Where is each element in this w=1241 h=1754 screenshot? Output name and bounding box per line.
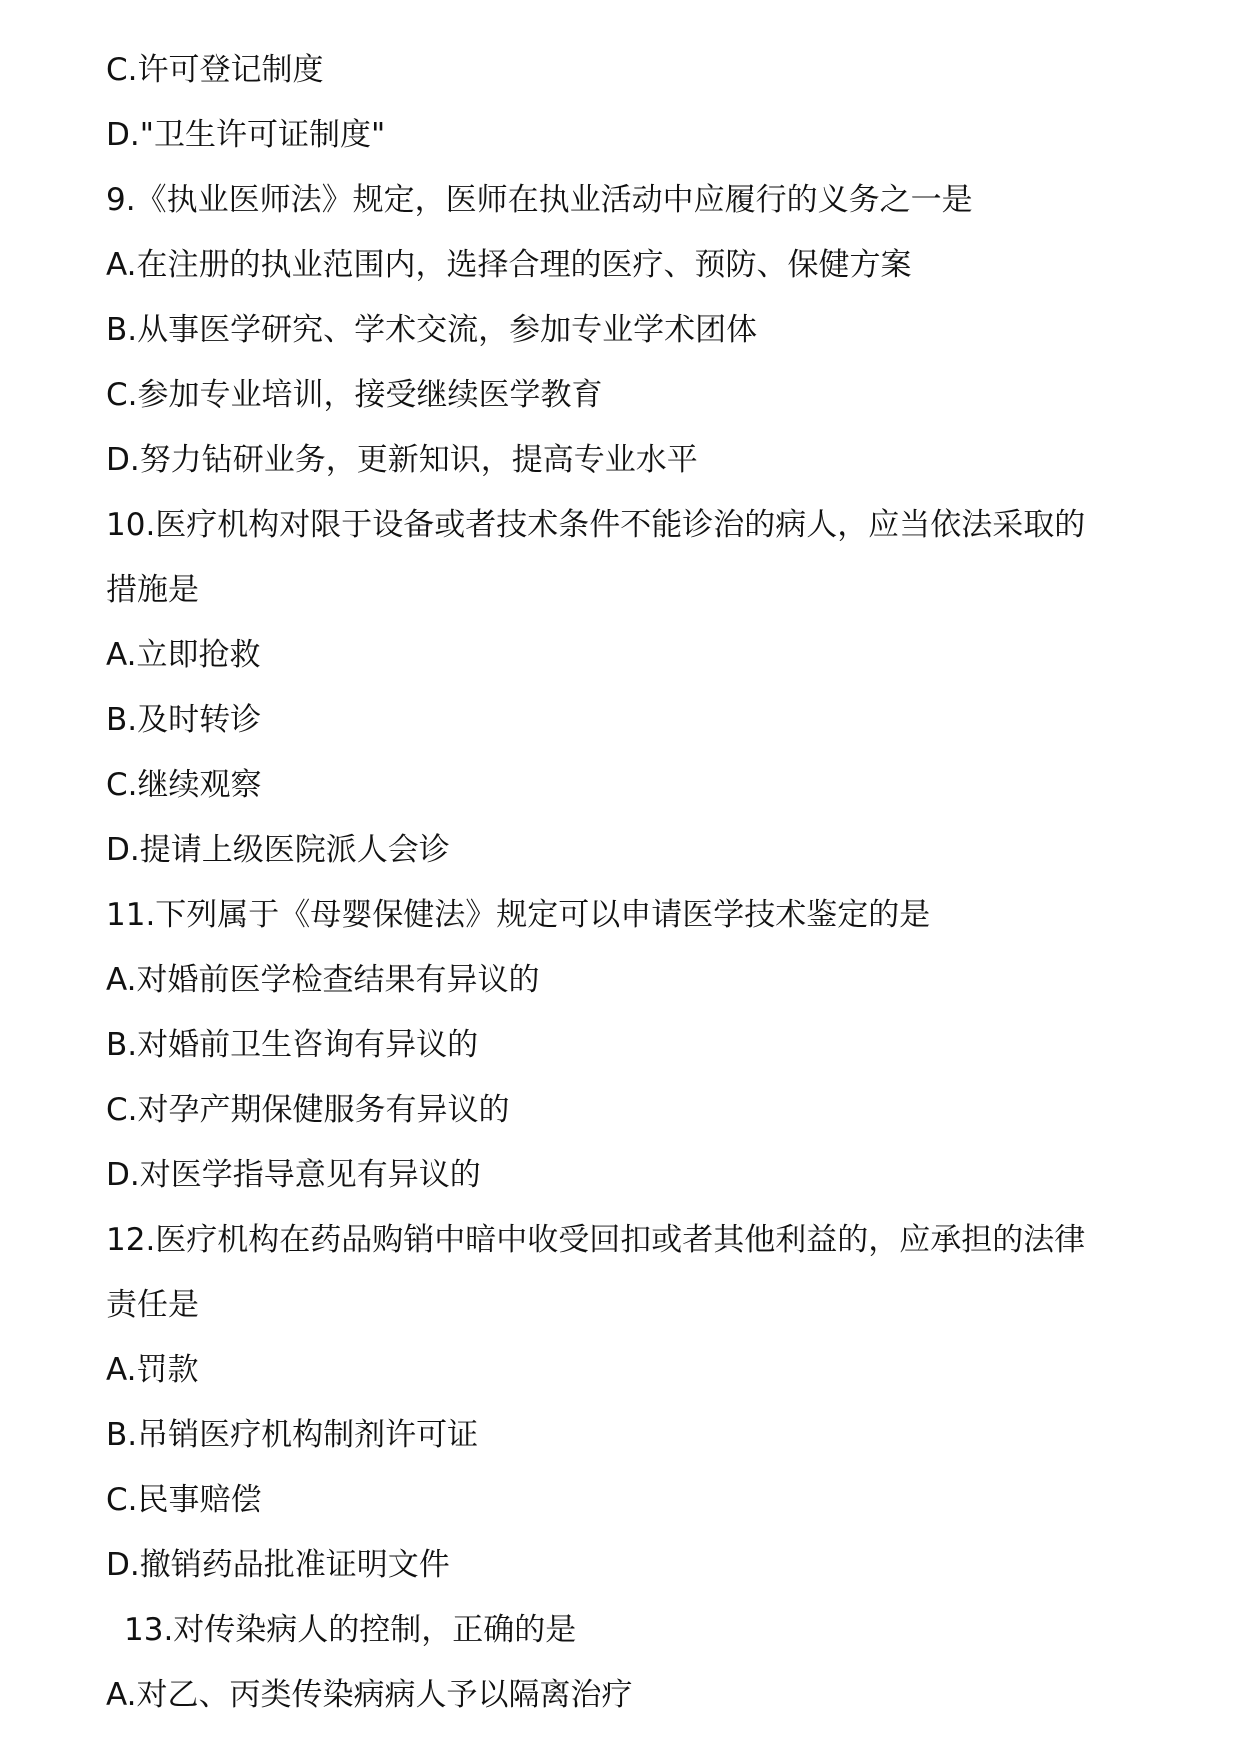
question-10-continued: 措施是 [106,572,199,608]
option-d-q9: D.努力钻研业务，更新知识，提高专业水平 [106,442,698,478]
option-c-q9: C.参加专业培训，接受继续医学教育 [106,377,603,413]
option-a-q9: A.在注册的执业范围内，选择合理的医疗、预防、保健方案 [106,247,912,283]
question-11: 11.下列属于《母婴保健法》规定可以申请医学技术鉴定的是 [106,897,931,933]
option-b-q10: B.及时转诊 [106,702,262,738]
document-body [106,38,1166,1728]
option-a-q10: A.立即抢救 [106,637,261,673]
option-b-q9: B.从事医学研究、学术交流，参加专业学术团体 [106,312,758,348]
question-12-continued: 责任是 [106,1287,199,1323]
question-13: 13.对传染病人的控制，正确的是 [124,1612,577,1648]
option-d-q10: D.提请上级医院派人会诊 [106,832,450,868]
option-d-q8: D."卫生许可证制度" [106,117,386,153]
option-a-q12: A.罚款 [106,1352,199,1388]
option-b-q11: B.对婚前卫生咨询有异议的 [106,1027,479,1063]
option-d-q12: D.撤销药品批准证明文件 [106,1547,450,1583]
option-c-q11: C.对孕产期保健服务有异议的 [106,1092,510,1128]
question-12: 12.医疗机构在药品购销中暗中收受回扣或者其他利益的，应承担的法律 [106,1222,1086,1258]
option-b-q12: B.吊销医疗机构制剂许可证 [106,1417,479,1453]
option-c-q12: C.民事赔偿 [106,1482,262,1518]
question-9: 9.《执业医师法》规定，医师在执业活动中应履行的义务之一是 [106,182,973,218]
option-d-q11: D.对医学指导意见有异议的 [106,1157,481,1193]
option-a-q11: A.对婚前医学检查结果有异议的 [106,962,540,998]
option-c-q10: C.继续观察 [106,767,262,803]
question-10: 10.医疗机构对限于设备或者技术条件不能诊治的病人，应当依法采取的 [106,507,1086,543]
option-c-q8: C.许可登记制度 [106,52,324,88]
option-a-q13: A.对乙、丙类传染病病人予以隔离治疗 [106,1677,633,1713]
